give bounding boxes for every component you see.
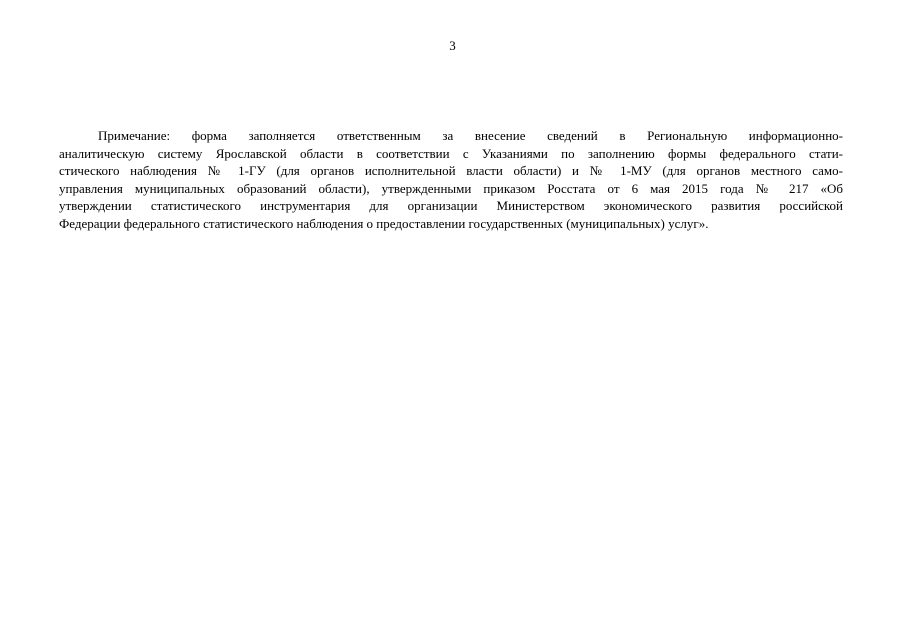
note-line: утверждении статистического инструментария для организации Министерством экономического развития российской bbox=[59, 198, 843, 213]
note-paragraph bbox=[59, 127, 843, 232]
note-line: Примечание: форма заполняется ответственным за внесение сведений в Региональную информационно- bbox=[98, 128, 843, 143]
note-line: аналитическую систему Ярославской области в соответствии с Указаниями по заполнению формы федерального стати- bbox=[59, 145, 843, 161]
note-line: Федерации федерального статистического наблюдения о предоставлении государственных (муниципальных) услуг». bbox=[59, 215, 709, 231]
note-line: стического наблюдения № 1-ГУ (для органов исполнительной власти области) и № 1-МУ (для органов местного само- bbox=[59, 163, 843, 178]
note-line: управления муниципальных образований области), утвержденными приказом Росстата от 6 мая 2015 года № 217 «Об bbox=[59, 180, 843, 196]
page-number: 3 bbox=[449, 38, 456, 53]
